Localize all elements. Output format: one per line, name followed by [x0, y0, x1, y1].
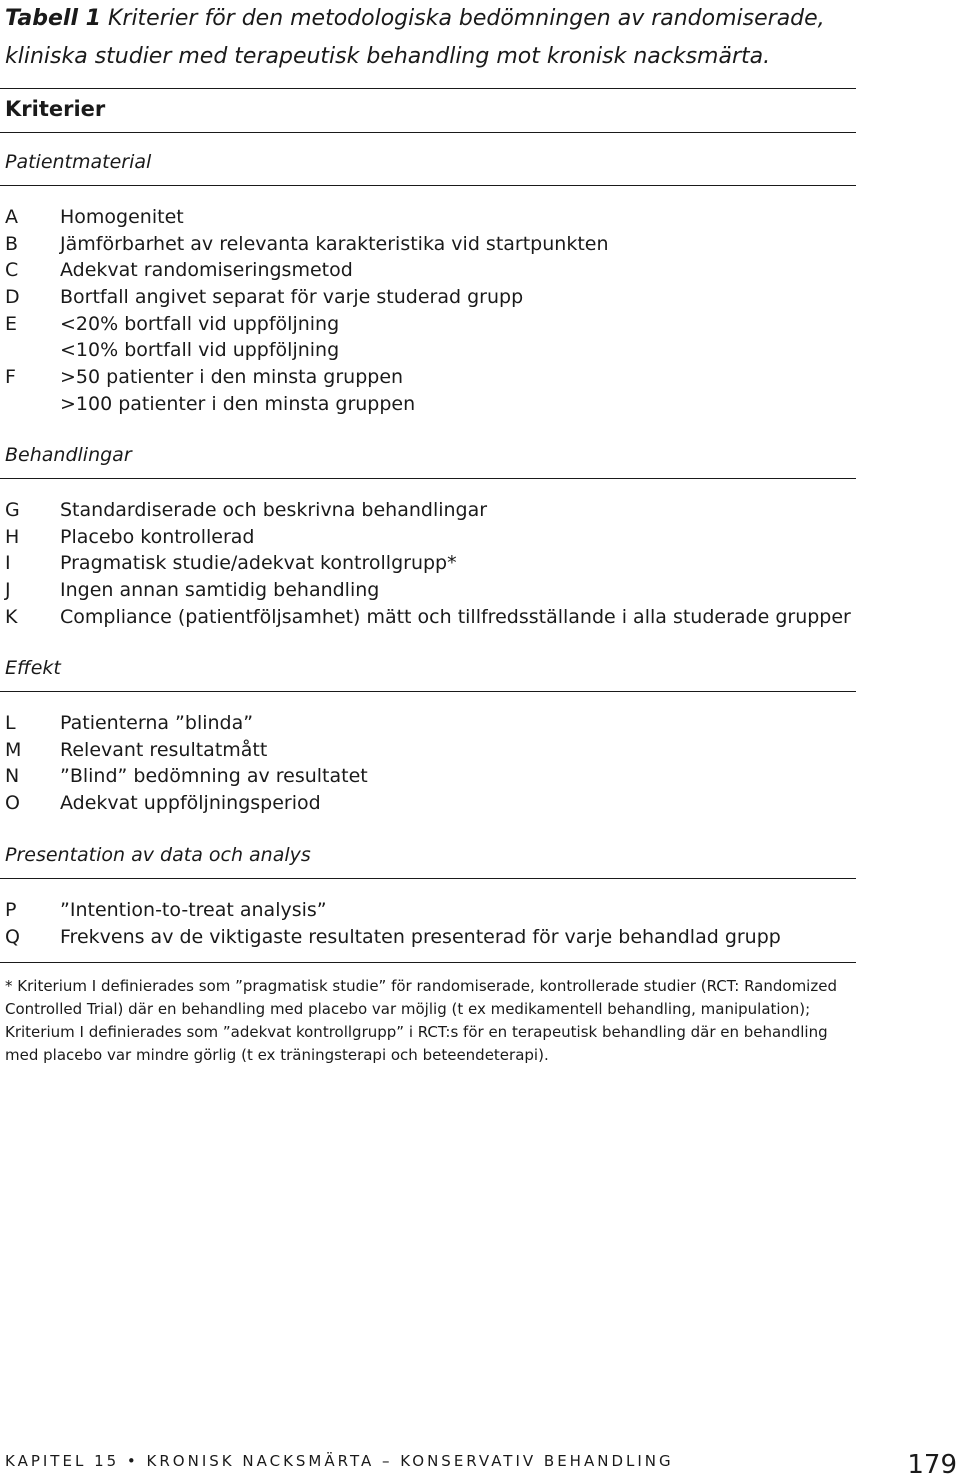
criterion-row	[5, 550, 457, 576]
criterion-code: O	[5, 792, 20, 814]
section-rule	[0, 185, 856, 186]
criterion-code: P	[5, 899, 17, 921]
criterion-row	[5, 710, 253, 736]
criterion-code: M	[5, 739, 22, 761]
criterion-row	[5, 337, 339, 363]
criterion-code: L	[5, 712, 16, 734]
criterion-code: D	[5, 286, 20, 308]
criterion-code: H	[5, 526, 20, 548]
criterion-code: G	[5, 499, 20, 521]
caption-text: Kriterier för den metodologiska bedömningen av randomiserade, kliniska studier med terapeutisk behandling mot kronisk nacksmärta.	[5, 6, 825, 69]
criterion-code: I	[5, 552, 11, 574]
criterion-text: Placebo kontrollerad	[60, 526, 255, 548]
criterion-text: >100 patienter i den minsta gruppen	[60, 393, 416, 415]
table-bottom-rule	[0, 962, 856, 963]
criterion-text: Compliance (patientföljsamhet) mätt och tillfredsställande i alla studerade grupper	[60, 606, 851, 628]
criterion-code: K	[5, 606, 18, 628]
criterion-text: Frekvens av de viktigaste resultaten presenterad för varje behandlad grupp	[60, 926, 781, 948]
criterion-row	[5, 257, 353, 283]
criterion-code: C	[5, 259, 19, 281]
criterion-text: Patienterna ”blinda”	[60, 712, 254, 734]
criterion-row	[5, 231, 609, 257]
section-title-presentation: Presentation av data och analys	[5, 844, 311, 866]
table-footnote: * Kriterium I definierades som ”pragmatisk studie” för randomiserade, kontrollerade studier (RCT: Randomized Controlled Trial) där en behandling med placebo var möjlig (t ex medikamentell behandling, manipulation); Kriterium I definierades som ”adekvat kontrollgrupp” i RCT:s för en terapeutisk behandling där en behandling med placebo var mindre görlig (t ex träningsterapi och beteendeterapi).	[5, 977, 837, 1064]
criterion-row	[5, 524, 254, 550]
criterion-row	[5, 364, 403, 390]
criterion-text: Adekvat randomiseringsmetod	[60, 259, 353, 281]
header-rule	[0, 132, 856, 133]
running-head: KAPITEL 15 • KRONISK NACKSMÄRTA – KONSERVATIV BEHANDLING	[5, 1452, 674, 1470]
section-title-behandlingar: Behandlingar	[5, 444, 132, 466]
criterion-code: A	[5, 206, 18, 228]
section-rule	[0, 878, 856, 879]
criterion-code: B	[5, 233, 19, 255]
criterion-row	[5, 604, 851, 630]
criterion-row	[5, 497, 487, 523]
criterion-row	[5, 391, 415, 417]
criterion-row	[5, 577, 379, 603]
criterion-text: ”Blind” bedömning av resultatet	[60, 765, 368, 787]
criterion-text: <10% bortfall vid uppföljning	[60, 339, 340, 361]
criterion-code: J	[5, 579, 11, 601]
page-number: 179	[907, 1450, 957, 1480]
criterion-text: Ingen annan samtidig behandling	[60, 579, 380, 601]
section-rule	[0, 691, 856, 692]
criterion-text: Relevant resultatmått	[60, 739, 268, 761]
caption-label: Tabell 1	[5, 6, 101, 31]
section-rule	[0, 478, 856, 479]
section-title-patientmaterial: Patientmaterial	[5, 151, 152, 173]
criterion-text: Homogenitet	[60, 206, 184, 228]
criterion-code: Q	[5, 926, 20, 948]
criterion-text: ”Intention-to-treat analysis”	[60, 899, 327, 921]
criterion-code: N	[5, 765, 20, 787]
criterion-row	[5, 284, 523, 310]
table-header: Kriterier	[5, 97, 106, 121]
criterion-row	[5, 924, 781, 950]
criterion-text: Pragmatisk studie/adekvat kontrollgrupp*	[60, 552, 457, 574]
criterion-text: <20% bortfall vid uppföljning	[60, 313, 340, 335]
table-caption	[5, 0, 855, 76]
criterion-text: Bortfall angivet separat för varje studerad grupp	[60, 286, 524, 308]
criterion-code: F	[5, 366, 16, 388]
criterion-text: Jämförbarhet av relevanta karakteristika vid startpunkten	[60, 233, 609, 255]
criterion-text: Standardiserade och beskrivna behandlingar	[60, 499, 488, 521]
criterion-row	[5, 204, 184, 230]
criterion-row	[5, 311, 339, 337]
criterion-text: Adekvat uppföljningsperiod	[60, 792, 321, 814]
criterion-row	[5, 737, 267, 763]
criterion-row	[5, 790, 321, 816]
section-title-effekt: Effekt	[5, 657, 61, 679]
criterion-row	[5, 763, 368, 789]
criterion-row	[5, 897, 327, 923]
table-top-rule	[0, 88, 856, 89]
criterion-code: E	[5, 313, 18, 335]
criterion-text: >50 patienter i den minsta gruppen	[60, 366, 404, 388]
